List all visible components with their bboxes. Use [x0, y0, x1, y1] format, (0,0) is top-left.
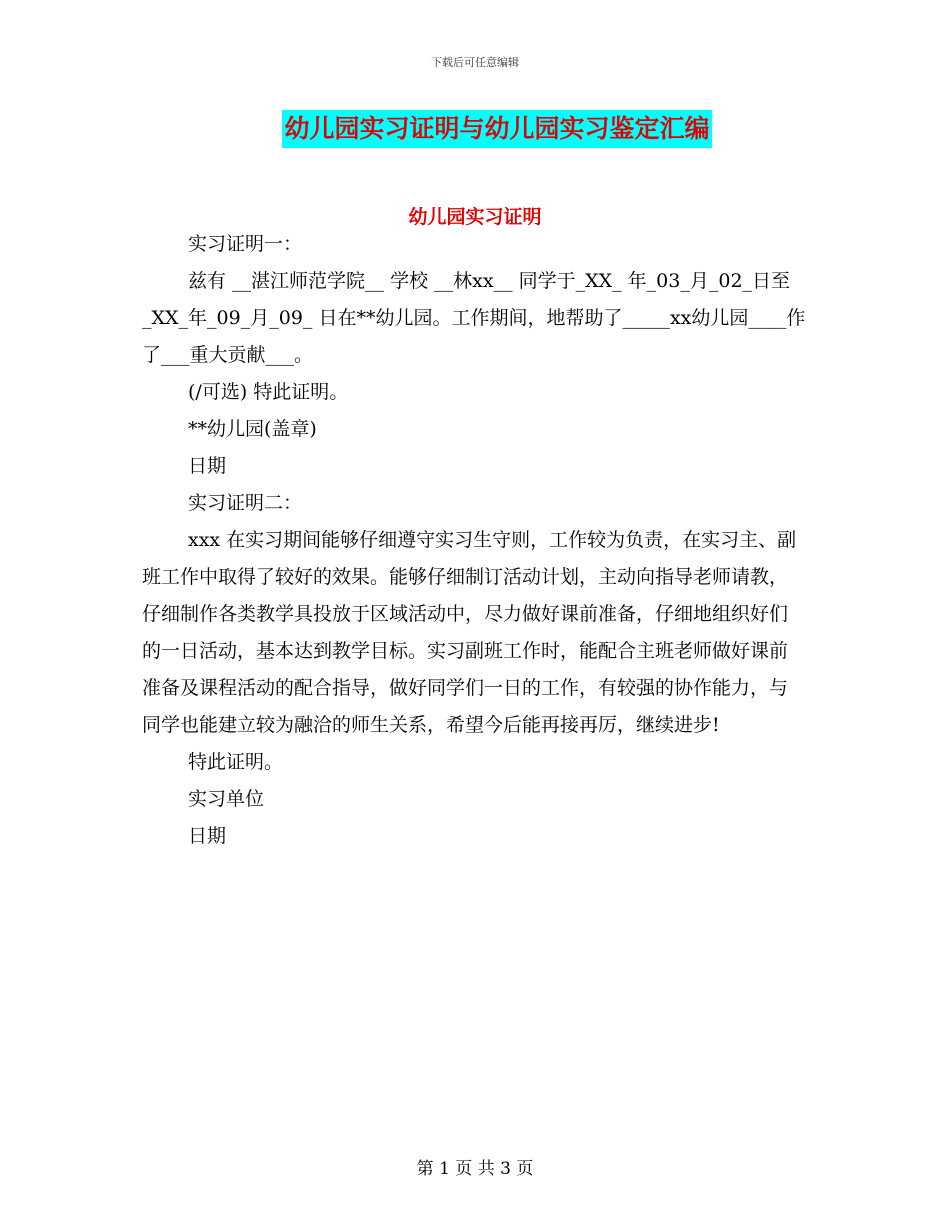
- paragraph-cert-one-body: 兹有 __湛江师范学院__ 学校 __林xx__ 同学于_XX_ 年_03_月_02_日至_XX_年_09_月_09_ 日在**幼儿园。工作期间，地帮助了_____xx幼儿园____作了___重大贡献___。: [142, 270, 806, 366]
- header-note: 下载后可任意编辑: [431, 56, 519, 69]
- paragraph-certify: 特此证明。: [188, 751, 284, 773]
- paragraph-optional-certify: (/可选) 特此证明。: [188, 381, 349, 403]
- paragraph-cert-two-body: xxx 在实习期间能够仔细遵守实习生守则，工作较为负责，在实习主、副班工作中取得了较好的效果。能够仔细制订活动计划，主动向指导老师请教，仔细制作各类教学具投放于区域活动中，尽力做好课前准备，仔细地组织好们的一日活动，基本达到教学目标。实习副班工作时，能配合主班老师做好课前准备及课程活动的配合指导，做好同学们一日的工作，有较强的协作能力，与同学也能建立较为融洽的师生关系，希望今后能再接再厉，继续进步!: [142, 529, 797, 736]
- paragraph-date-one: 日期: [188, 455, 227, 477]
- paragraph-unit: 实习单位: [188, 788, 265, 810]
- page-footer: 第 1 页 共 3 页: [416, 1159, 534, 1179]
- main-title: 幼儿园实习证明与幼儿园实习鉴定汇编: [282, 110, 711, 148]
- paragraph-cert-two-heading: 实习证明二：: [188, 492, 303, 514]
- paragraph-date-two: 日期: [188, 825, 227, 847]
- paragraph-seal: **幼儿园(盖章): [188, 418, 317, 440]
- section-title: 幼儿园实习证明: [408, 206, 542, 228]
- paragraph-cert-one-heading: 实习证明一：: [188, 233, 303, 255]
- document-body: [142, 226, 806, 855]
- main-title-container: [0, 110, 950, 148]
